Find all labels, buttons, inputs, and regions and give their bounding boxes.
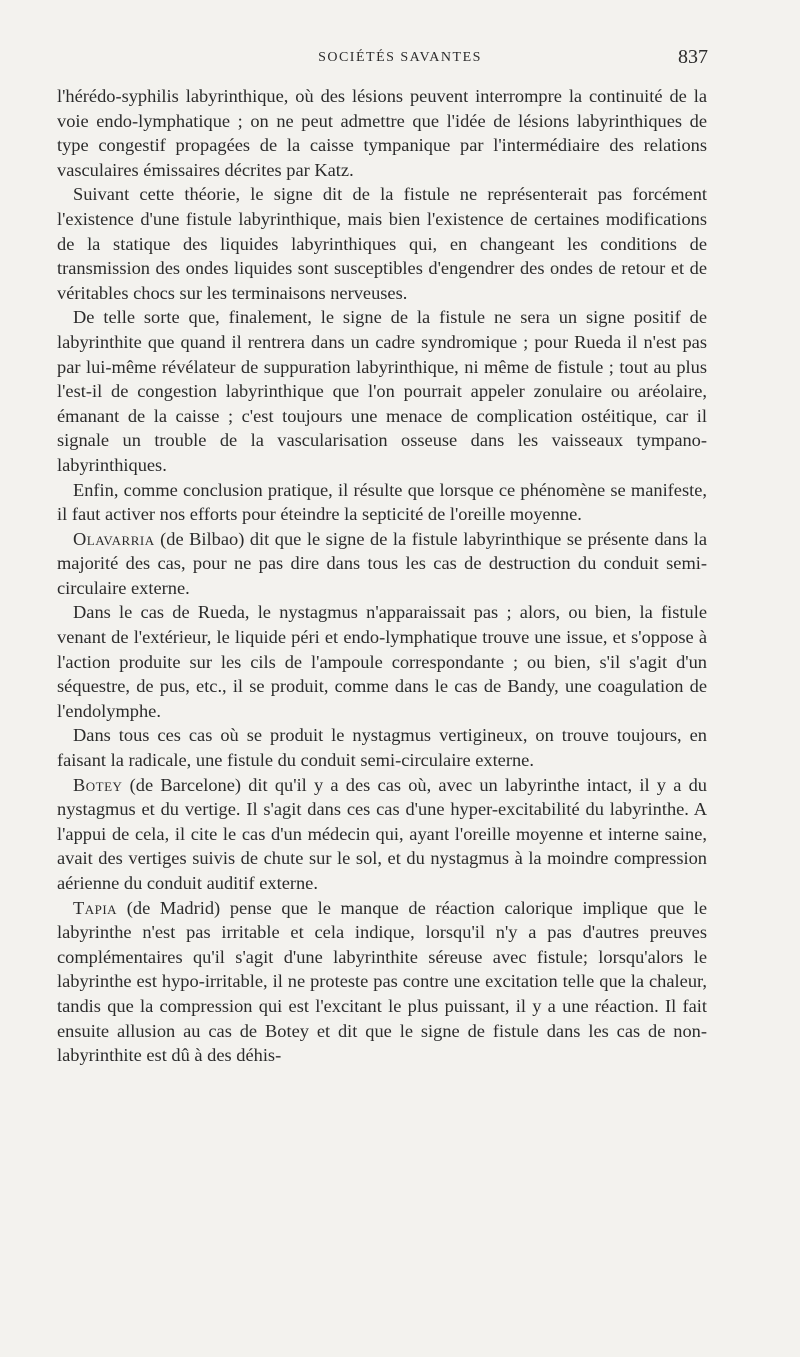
paragraph-text: Enfin, comme conclusion pratique, il résulte que lorsque ce phénomène se manifeste, il faut activer nos efforts pour éteindre la septicité de l'oreille moyenne. [57, 479, 707, 525]
page-number: 837 [678, 46, 708, 68]
paragraph [57, 773, 707, 896]
paragraph-text: l'hérédo-syphilis labyrinthique, où des lésions peuvent interrompre la continuité de la voie endo-lymphatique ; on ne peut admettre que l'idée de lésions labyrinthiques de type congestif propagées de la caisse tympanique par l'intermédiaire des relations vasculaires émissaires décrites par Katz. [57, 86, 707, 180]
paragraph-text: (de Barcelone) dit qu'il y a des cas où, avec un labyrinthe intact, il y a du nystagmus et du vertige. Il s'agit dans ces cas d'une hyper-excitabilité du labyrinthe. A l'appui de cela, il cite le cas d'un médecin qui, ayant l'oreille moyenne et interne saine, avait des vertiges suivis de chute sur le sol, et du nystagmus à la moindre compression aérienne du conduit auditif externe. [57, 774, 707, 893]
paragraph [57, 527, 707, 601]
paragraph [57, 182, 707, 305]
paragraph [57, 478, 707, 527]
paragraph-text: (de Bilbao) dit que le signe de la fistule labyrinthique se présente dans la majorité des cas, pour ne pas dire dans tous les cas de destruction du conduit semi-circulaire externe. [57, 528, 707, 598]
paragraph-text: (de Madrid) pense que le manque de réaction calorique implique que le labyrinthe n'est pas irritable et cela indique, lorsqu'il n'y a pas d'autres preuves complémentaires qu'il s'agit d'une labyrinthite séreuse avec fistule; lorsqu'alors le labyrinthe est hypo-irritable, il ne proteste pas contre une excitation telle que la chaleur, tandis que la compression qui est l'excitant le plus puissant, il y a une réaction. Il fait ensuite allusion au cas de Botey et dit que le signe de fistule dans les cas de non-labyrinthite est dû à des déhis- [57, 897, 707, 1066]
running-title: SOCIÉTÉS SAVANTES [318, 50, 482, 65]
paragraph [57, 84, 707, 182]
paragraph [57, 600, 707, 723]
author-name: Tapia [73, 897, 118, 918]
body-text [57, 84, 707, 1068]
author-name: Botey [73, 774, 123, 795]
paragraph-text: Suivant cette théorie, le signe dit de la fistule ne représenterait pas forcément l'existence d'une fistule labyrinthique, mais bien l'existence de certaines modifications de la statique des liquides labyrinthiques qui, en changeant les conditions de transmission des ondes liquides sont susceptibles d'engendrer des ondes de retour et de véritables chocs sur les terminaisons nerveuses. [57, 184, 707, 303]
paragraph-text: De telle sorte que, finalement, le signe de la fistule ne sera un signe positif de labyrinthite que quand il rentrera dans un cadre syndromique ; pour Rueda il n'est pas par lui-même révélateur de suppuration labyrinthique, ni même de fistule ; tout au plus l'est-il de congestion labyrinthique que l'on pourrait appeler zonulaire ou aréolaire, émanant de la caisse ; c'est toujours une menace de complication ostéitique, car il signale un trouble de la vascularisation osseuse dans les vaisseaux tympano-labyrinthiques. [57, 307, 707, 475]
author-name: Olavarria [73, 528, 155, 549]
paragraph [57, 723, 707, 772]
paragraph-text: Dans tous ces cas où se produit le nystagmus vertigineux, on trouve toujours, en faisant la radicale, une fistule du conduit semi-circulaire externe. [57, 725, 707, 771]
paragraph [57, 896, 707, 1068]
paragraph [57, 305, 707, 477]
page-header [0, 40, 800, 80]
paragraph-text: Dans le cas de Rueda, le nystagmus n'apparaissait pas ; alors, ou bien, la fistule venant de l'extérieur, le liquide péri et endo-lymphatique trouve une issue, et s'oppose à l'action produite sur les cils de l'ampoule correspondante ; ou bien, s'il s'agit d'un séquestre, de pus, etc., il se produit, comme dans le cas de Bandy, une coagulation de l'endolymphe. [57, 602, 707, 721]
